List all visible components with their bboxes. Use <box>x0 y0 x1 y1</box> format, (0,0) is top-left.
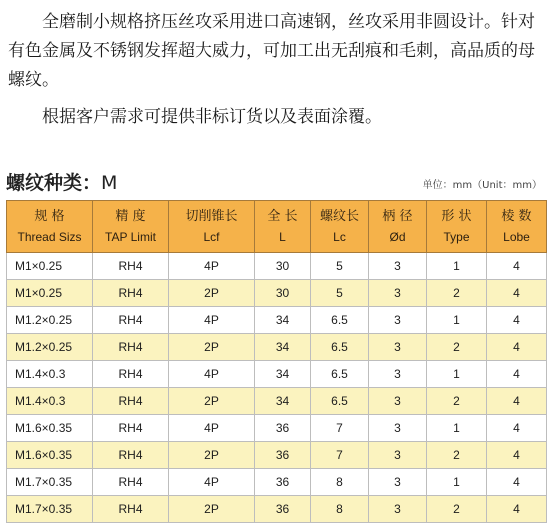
table-row <box>7 253 547 280</box>
column-header-zh: 规 格 <box>34 208 65 224</box>
table-cell: M1.4×0.3 <box>7 361 93 388</box>
table-row <box>7 361 547 388</box>
unit-note: 单位：mm（Unit：mm） <box>422 180 542 191</box>
table-cell: RH4 <box>93 334 169 361</box>
table-cell: 34 <box>255 334 311 361</box>
table-cell: 4 <box>487 388 547 415</box>
column-header-zh: 形 状 <box>441 208 472 224</box>
table-header-row <box>7 201 547 253</box>
column-header <box>7 201 93 253</box>
column-header-zh: 精 度 <box>115 208 146 224</box>
table-cell: 2P <box>169 496 255 523</box>
column-header-zh: 棱 数 <box>501 208 532 224</box>
table-cell: 2P <box>169 280 255 307</box>
table-cell: M1.4×0.3 <box>7 388 93 415</box>
table-cell: M1.7×0.35 <box>7 469 93 496</box>
table-cell: 8 <box>311 496 369 523</box>
column-header-en: Lobe <box>503 229 530 244</box>
column-header <box>427 201 487 253</box>
table-cell: 1 <box>427 469 487 496</box>
table-cell: M1.7×0.35 <box>7 496 93 523</box>
table-cell: RH4 <box>93 415 169 442</box>
section-title-label: 螺纹种类： <box>6 172 102 194</box>
section-heading <box>6 166 546 196</box>
table-cell: 2 <box>427 496 487 523</box>
column-header <box>369 201 427 253</box>
table-cell: RH4 <box>93 469 169 496</box>
table-cell: 4 <box>487 334 547 361</box>
thread-spec-table <box>6 200 547 523</box>
column-header <box>255 201 311 253</box>
table-cell: M1.6×0.35 <box>7 415 93 442</box>
table-cell: 3 <box>369 469 427 496</box>
table-cell: 7 <box>311 442 369 469</box>
table-cell: 5 <box>311 280 369 307</box>
table-cell: 8 <box>311 469 369 496</box>
table-cell: 4 <box>487 280 547 307</box>
table-cell: 2P <box>169 442 255 469</box>
table-cell: 4 <box>487 469 547 496</box>
table-cell: 30 <box>255 253 311 280</box>
column-header-en: Lc <box>333 229 346 244</box>
table-cell: 3 <box>369 415 427 442</box>
column-header-zh: 螺纹长 <box>319 208 359 224</box>
table-cell: 1 <box>427 415 487 442</box>
table-cell: 4P <box>169 469 255 496</box>
table-cell: 6.5 <box>311 388 369 415</box>
table-cell: 3 <box>369 442 427 469</box>
table-row <box>7 334 547 361</box>
intro-text <box>8 8 544 132</box>
table-cell: RH4 <box>93 361 169 388</box>
column-header-en: L <box>279 229 286 244</box>
column-header-zh: 柄 径 <box>382 208 413 224</box>
table-row <box>7 280 547 307</box>
intro-paragraph-2: 根据客户需求可提供非标订货以及表面涂覆。 <box>42 107 382 127</box>
intro-paragraph-1: 全磨制小规格挤压丝攻采用进口高速钢，丝攻采用非圆设计。针对有色金属及不锈钢发挥超大威力，可加工出无刮痕和毛刺，高品质的母螺纹。 <box>8 12 535 90</box>
table-cell: M1.2×0.25 <box>7 334 93 361</box>
table-cell: M1×0.25 <box>7 280 93 307</box>
table-cell: 4 <box>487 442 547 469</box>
table-cell: 2 <box>427 334 487 361</box>
table-row <box>7 442 547 469</box>
column-header <box>169 201 255 253</box>
table-cell: 3 <box>369 280 427 307</box>
column-header-en: Ød <box>389 229 406 244</box>
section-title-suffix: M <box>101 172 118 194</box>
table-cell: RH4 <box>93 280 169 307</box>
table-row <box>7 307 547 334</box>
table-cell: 3 <box>369 253 427 280</box>
column-header-en: Thread Sizs <box>17 229 82 244</box>
table-row <box>7 388 547 415</box>
table-row <box>7 469 547 496</box>
table-cell: 4 <box>487 307 547 334</box>
column-header-en: Lcf <box>203 229 220 244</box>
table-cell: 6.5 <box>311 361 369 388</box>
table-cell: RH4 <box>93 442 169 469</box>
table-cell: 1 <box>427 253 487 280</box>
table-cell: 36 <box>255 415 311 442</box>
table-cell: 36 <box>255 496 311 523</box>
table-cell: RH4 <box>93 253 169 280</box>
column-header-zh: 切削锥长 <box>185 208 238 224</box>
table-row <box>7 496 547 523</box>
table-cell: 2P <box>169 388 255 415</box>
table-cell: 4 <box>487 361 547 388</box>
table-cell: 4 <box>487 415 547 442</box>
column-header-en: Type <box>443 229 470 244</box>
table-cell: 4 <box>487 253 547 280</box>
table-cell: 34 <box>255 388 311 415</box>
column-header <box>311 201 369 253</box>
column-header <box>93 201 169 253</box>
table-row <box>7 415 547 442</box>
table-cell: M1×0.25 <box>7 253 93 280</box>
table-cell: 4 <box>487 496 547 523</box>
column-header-zh: 全 长 <box>267 208 298 224</box>
table-cell: 3 <box>369 388 427 415</box>
table-cell: 4P <box>169 361 255 388</box>
table-cell: 7 <box>311 415 369 442</box>
column-header <box>487 201 547 253</box>
table-cell: 3 <box>369 334 427 361</box>
table-cell: RH4 <box>93 388 169 415</box>
table-cell: 2 <box>427 280 487 307</box>
table-cell: M1.6×0.35 <box>7 442 93 469</box>
table-cell: RH4 <box>93 307 169 334</box>
table-cell: 36 <box>255 469 311 496</box>
table-cell: 4P <box>169 307 255 334</box>
table-cell: 2 <box>427 388 487 415</box>
table-cell: 3 <box>369 361 427 388</box>
table-cell: 34 <box>255 307 311 334</box>
table-cell: 3 <box>369 496 427 523</box>
table-cell: 6.5 <box>311 334 369 361</box>
table-cell: 4P <box>169 253 255 280</box>
table-cell: RH4 <box>93 496 169 523</box>
table-cell: 1 <box>427 361 487 388</box>
table-cell: 5 <box>311 253 369 280</box>
column-header-en: TAP Limit <box>105 229 156 244</box>
table-cell: 2P <box>169 334 255 361</box>
table-cell: 34 <box>255 361 311 388</box>
table-cell: 6.5 <box>311 307 369 334</box>
section-title <box>6 168 117 195</box>
table-cell: 3 <box>369 307 427 334</box>
table-cell: 30 <box>255 280 311 307</box>
table-cell: 36 <box>255 442 311 469</box>
table-body <box>7 253 547 523</box>
table-cell: 4P <box>169 415 255 442</box>
table-cell: 2 <box>427 442 487 469</box>
table-cell: 1 <box>427 307 487 334</box>
table-cell: M1.2×0.25 <box>7 307 93 334</box>
